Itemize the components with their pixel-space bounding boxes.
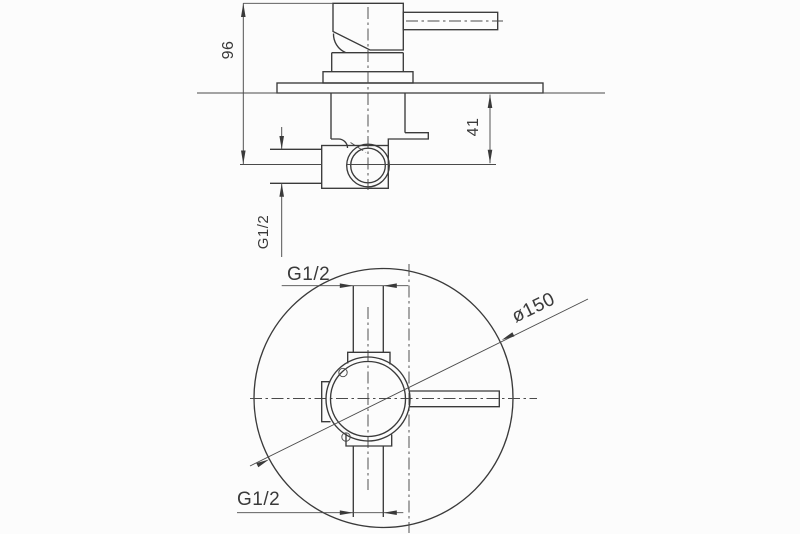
dimension-g12-side bbox=[255, 127, 284, 257]
dia150-arrow-lower bbox=[256, 460, 269, 468]
housing-right-step bbox=[388, 133, 428, 146]
dia150-label: ø150 bbox=[508, 288, 559, 328]
dim-41-label: 41 bbox=[465, 117, 482, 137]
dim-41-arrow-down bbox=[488, 150, 493, 164]
dia150-line bbox=[250, 299, 588, 466]
g12-bottom-arrow-left bbox=[383, 510, 397, 515]
top-port-tab bbox=[348, 352, 390, 364]
dim-96-arrow-up bbox=[241, 3, 246, 17]
side-view bbox=[197, 3, 605, 257]
g12-top-arrow-right bbox=[340, 283, 354, 288]
dimension-dia150 bbox=[250, 289, 588, 468]
dimension-g12-top bbox=[282, 264, 409, 288]
g12-side-arrow-down bbox=[279, 136, 284, 149]
dim-96-arrow-down bbox=[241, 151, 246, 165]
g12-side-arrow-up bbox=[279, 183, 284, 197]
g12-side-label: G1/2 bbox=[255, 214, 272, 250]
dim-41-arrow-up bbox=[488, 95, 493, 109]
housing-left-step bbox=[331, 139, 348, 148]
g12-top-arrow-left bbox=[383, 283, 397, 288]
dim-96-label: 96 bbox=[220, 40, 237, 60]
g12-bottom-label: G1/2 bbox=[237, 489, 281, 510]
dimension-41 bbox=[465, 95, 492, 164]
g12-bottom-arrow-right bbox=[340, 510, 354, 515]
front-view bbox=[237, 264, 588, 533]
g12-top-label: G1/2 bbox=[287, 264, 331, 285]
bottom-port-tab bbox=[346, 434, 392, 447]
escutcheon-plate-side bbox=[277, 83, 543, 93]
cartridge-screw-hole-upper bbox=[339, 368, 347, 376]
